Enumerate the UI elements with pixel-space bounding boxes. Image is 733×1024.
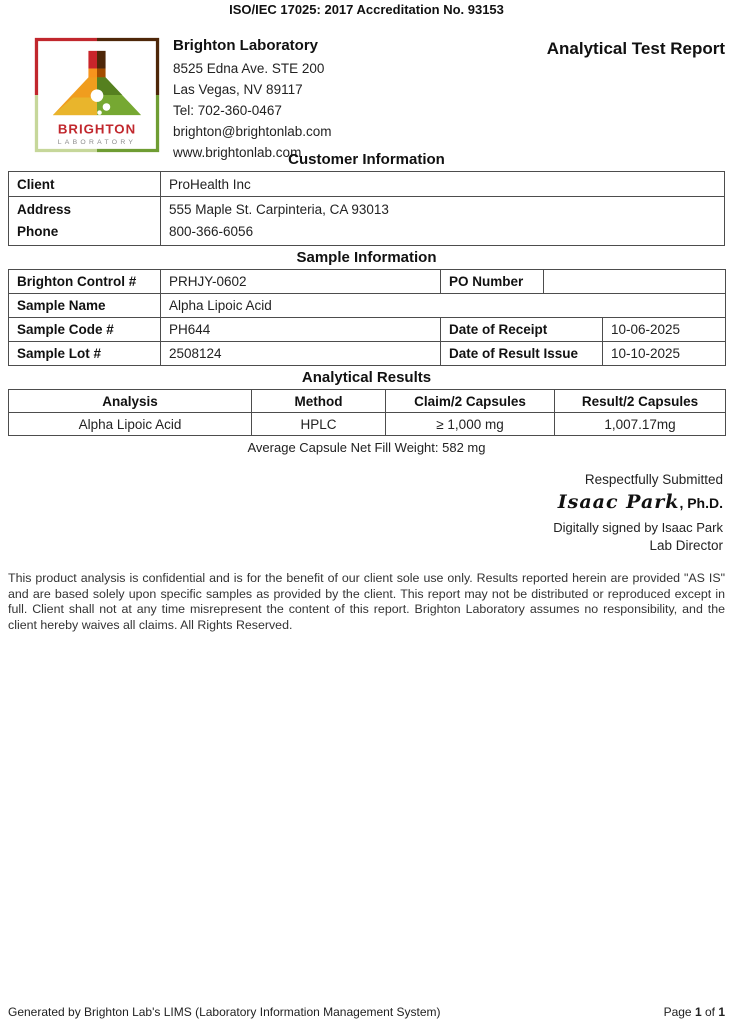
digitally-signed-text: Digitally signed by Isaac Park — [553, 520, 723, 535]
date-of-result-issue-value: 10-10-2025 — [603, 342, 726, 366]
signature-line — [0, 490, 723, 516]
signature-name: Isaac Park — [557, 491, 680, 513]
po-number-label: PO Number — [441, 270, 544, 294]
result-analysis: Alpha Lipoic Acid — [9, 413, 252, 436]
sample-lot-value: 2508124 — [161, 342, 441, 366]
table-row — [9, 342, 726, 366]
address-value: 555 Maple St. Carpinteria, CA 93013 — [169, 202, 389, 217]
sample-code-label: Sample Code # — [9, 318, 161, 342]
sample-code-value: PH644 — [161, 318, 441, 342]
analytical-results-table — [8, 389, 726, 436]
logo-sub-text: LABORATORY — [57, 139, 137, 147]
table-header-row — [9, 390, 726, 413]
address-phone-labels — [9, 197, 161, 246]
lab-director-title: Lab Director — [649, 538, 723, 553]
company-email: brighton@brightonlab.com — [173, 124, 332, 139]
page-word: Page — [663, 1005, 695, 1019]
customer-information-table — [8, 171, 725, 246]
page-total: 1 — [718, 1005, 725, 1019]
generated-by-text: Generated by Brighton Lab's LIMS (Laboratory Information Management System) — [8, 1005, 441, 1019]
table-row — [9, 172, 725, 197]
respectfully-submitted-text: Respectfully Submitted — [584, 472, 723, 487]
company-name: Brighton Laboratory — [173, 37, 318, 54]
accreditation-line: ISO/IEC 17025: 2017 Accreditation No. 93153 — [229, 2, 504, 17]
capsule-fill-weight-note: Average Capsule Net Fill Weight: 582 mg — [247, 440, 486, 455]
report-title: Analytical Test Report — [546, 39, 725, 58]
company-address-line2: Las Vegas, NV 89117 — [173, 82, 303, 97]
table-row — [9, 270, 726, 294]
result-claim: ≥ 1,000 mg — [386, 413, 555, 436]
page-footer — [8, 1005, 725, 1019]
date-of-receipt-value: 10-06-2025 — [603, 318, 726, 342]
sample-name-value: Alpha Lipoic Acid — [161, 294, 726, 318]
column-header-analysis: Analysis — [9, 390, 252, 413]
result-method: HPLC — [252, 413, 386, 436]
company-website: www.brightonlab.com — [173, 145, 302, 160]
phone-value: 800-366-6056 — [169, 224, 254, 239]
date-of-receipt-label: Date of Receipt — [441, 318, 603, 342]
company-address-line1: 8525 Edna Ave. STE 200 — [173, 61, 325, 76]
table-row — [9, 413, 726, 436]
company-info-block — [173, 37, 332, 163]
flask-logo-icon — [33, 37, 161, 153]
page-of-word: of — [701, 1005, 719, 1019]
table-row — [9, 294, 726, 318]
address-label: Address — [17, 202, 72, 217]
address-phone-values — [161, 197, 725, 246]
control-number-label: Brighton Control # — [9, 270, 161, 294]
page-number — [664, 1005, 725, 1019]
page-current: 1 — [694, 1005, 702, 1019]
logo-brand-text: BRIGHTON — [57, 121, 137, 137]
company-phone: Tel: 702-360-0467 — [173, 103, 282, 118]
client-value: ProHealth Inc — [161, 172, 725, 197]
phone-label: Phone — [17, 224, 59, 239]
column-header-result: Result/2 Capsules — [555, 390, 726, 413]
sample-lot-label: Sample Lot # — [9, 342, 161, 366]
table-row — [9, 197, 725, 246]
sample-information-table — [8, 269, 726, 366]
brighton-lab-logo — [33, 37, 161, 153]
signature-suffix: , Ph.D. — [679, 495, 723, 511]
client-label: Client — [9, 172, 161, 197]
disclaimer-text: This product analysis is confidential and is for the benefit of our client sole use only. Results reported herein are provided "AS IS" and are based solely upon specific samples as provided by the client. This report may not be distributed or reproduced except in full. Client shall not at any time misrepresent the content of this report. Brighton Laboratory assumes no responsibility, and the client hereby waives all claims. All Rights Reserved. — [8, 571, 725, 632]
table-row — [9, 318, 726, 342]
po-number-value — [544, 270, 726, 294]
result-value: 1,007.17mg — [555, 413, 726, 436]
customer-information-title: Customer Information — [288, 151, 445, 168]
signature-block — [0, 471, 733, 555]
date-of-result-issue-label: Date of Result Issue — [441, 342, 603, 366]
sample-information-title: Sample Information — [296, 249, 437, 266]
control-number-value: PRHJY-0602 — [161, 270, 441, 294]
report-header — [0, 37, 733, 163]
analytical-results-title: Analytical Results — [301, 369, 432, 386]
column-header-claim: Claim/2 Capsules — [386, 390, 555, 413]
sample-name-label: Sample Name — [9, 294, 161, 318]
column-header-method: Method — [252, 390, 386, 413]
